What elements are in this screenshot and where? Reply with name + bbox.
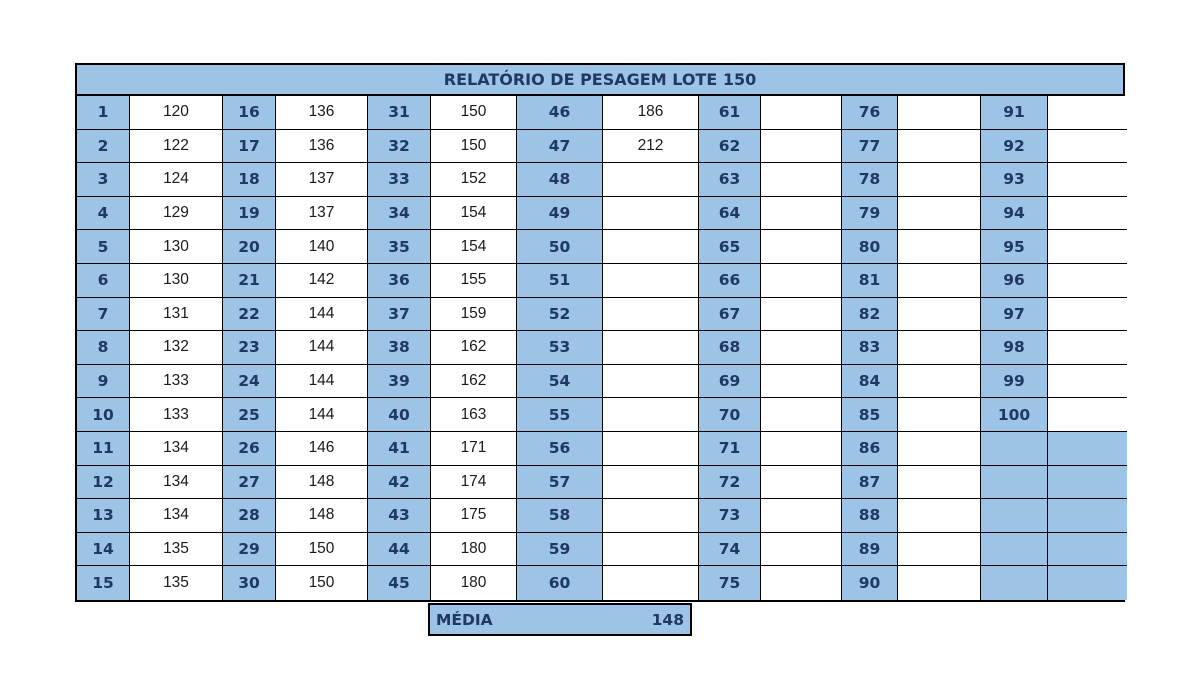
weight-value-cell — [898, 230, 981, 264]
weight-value-cell — [761, 566, 842, 600]
item-number-cell: 16 — [223, 96, 276, 130]
weight-value-cell — [898, 466, 981, 500]
weight-value-cell: 144 — [276, 298, 368, 332]
weight-value-cell — [898, 298, 981, 332]
weight-value-cell: 129 — [130, 197, 223, 231]
item-number-cell: 4 — [77, 197, 130, 231]
item-number-cell: 12 — [77, 466, 130, 500]
item-number-cell: 41 — [368, 432, 431, 466]
item-number-cell: 80 — [842, 230, 898, 264]
item-number-cell: 57 — [517, 466, 603, 500]
item-number-cell — [981, 499, 1048, 533]
weight-value-cell — [761, 331, 842, 365]
weight-value-cell — [1048, 398, 1127, 432]
weight-value-cell — [898, 533, 981, 567]
item-number-cell: 51 — [517, 264, 603, 298]
item-number-cell: 23 — [223, 331, 276, 365]
weight-value-cell — [761, 230, 842, 264]
item-number-cell: 73 — [699, 499, 761, 533]
weight-value-cell — [761, 466, 842, 500]
weight-value-cell — [1048, 365, 1127, 399]
item-number-cell: 48 — [517, 163, 603, 197]
item-number-cell: 65 — [699, 230, 761, 264]
weight-value-cell — [1048, 466, 1127, 500]
weight-value-cell: 175 — [431, 499, 517, 533]
weight-value-cell — [603, 197, 699, 231]
item-number-cell: 100 — [981, 398, 1048, 432]
item-number-cell: 29 — [223, 533, 276, 567]
weight-value-cell — [603, 499, 699, 533]
item-number-cell: 6 — [77, 264, 130, 298]
item-number-cell: 46 — [517, 96, 603, 130]
weight-value-cell — [603, 365, 699, 399]
weight-value-cell: 134 — [130, 466, 223, 500]
weight-value-cell: 144 — [276, 365, 368, 399]
item-number-cell: 69 — [699, 365, 761, 399]
item-number-cell: 85 — [842, 398, 898, 432]
weight-value-cell — [603, 432, 699, 466]
weight-value-cell: 137 — [276, 163, 368, 197]
weight-value-cell — [603, 533, 699, 567]
weight-value-cell — [1048, 197, 1127, 231]
item-number-cell: 99 — [981, 365, 1048, 399]
weight-value-cell: 154 — [431, 197, 517, 231]
weight-value-cell — [603, 398, 699, 432]
weight-value-cell: 134 — [130, 499, 223, 533]
item-number-cell: 8 — [77, 331, 130, 365]
weight-value-cell: 180 — [431, 566, 517, 600]
weight-value-cell — [761, 533, 842, 567]
item-number-cell: 27 — [223, 466, 276, 500]
item-number-cell: 84 — [842, 365, 898, 399]
item-number-cell: 60 — [517, 566, 603, 600]
report-title: RELATÓRIO DE PESAGEM LOTE 150 — [75, 63, 1125, 96]
item-number-cell: 68 — [699, 331, 761, 365]
weight-value-cell — [1048, 130, 1127, 164]
weight-value-cell — [1048, 331, 1127, 365]
weight-value-cell: 150 — [276, 533, 368, 567]
weight-value-cell — [898, 432, 981, 466]
item-number-cell: 17 — [223, 130, 276, 164]
weight-value-cell — [761, 298, 842, 332]
item-number-cell: 89 — [842, 533, 898, 567]
item-number-cell: 49 — [517, 197, 603, 231]
item-number-cell: 24 — [223, 365, 276, 399]
weight-value-cell — [898, 130, 981, 164]
weight-value-cell: 163 — [431, 398, 517, 432]
item-number-cell: 52 — [517, 298, 603, 332]
item-number-cell: 42 — [368, 466, 431, 500]
weight-value-cell — [761, 163, 842, 197]
item-number-cell: 26 — [223, 432, 276, 466]
item-number-cell: 91 — [981, 96, 1048, 130]
item-number-cell: 90 — [842, 566, 898, 600]
weight-value-cell — [898, 197, 981, 231]
item-number-cell: 95 — [981, 230, 1048, 264]
weight-value-cell: 155 — [431, 264, 517, 298]
item-number-cell: 71 — [699, 432, 761, 466]
item-number-cell: 77 — [842, 130, 898, 164]
weight-value-cell: 134 — [130, 432, 223, 466]
item-number-cell: 50 — [517, 230, 603, 264]
weight-value-cell — [603, 163, 699, 197]
weight-value-cell: 152 — [431, 163, 517, 197]
item-number-cell: 3 — [77, 163, 130, 197]
weight-value-cell — [761, 130, 842, 164]
average-label: MÉDIA — [436, 611, 493, 629]
item-number-cell: 93 — [981, 163, 1048, 197]
weight-value-cell: 150 — [431, 130, 517, 164]
weight-value-cell: 140 — [276, 230, 368, 264]
item-number-cell: 21 — [223, 264, 276, 298]
weight-value-cell: 180 — [431, 533, 517, 567]
item-number-cell: 44 — [368, 533, 431, 567]
weight-value-cell: 154 — [431, 230, 517, 264]
weight-value-cell: 144 — [276, 398, 368, 432]
item-number-cell: 61 — [699, 96, 761, 130]
item-number-cell: 1 — [77, 96, 130, 130]
weight-value-cell — [1048, 298, 1127, 332]
item-number-cell: 34 — [368, 197, 431, 231]
weight-value-cell — [1048, 264, 1127, 298]
item-number-cell: 40 — [368, 398, 431, 432]
item-number-cell: 74 — [699, 533, 761, 567]
item-number-cell: 31 — [368, 96, 431, 130]
item-number-cell: 43 — [368, 499, 431, 533]
weight-value-cell — [1048, 163, 1127, 197]
item-number-cell: 19 — [223, 197, 276, 231]
weight-value-cell: 150 — [431, 96, 517, 130]
average-value: 148 — [651, 611, 684, 629]
item-number-cell: 94 — [981, 197, 1048, 231]
item-number-cell: 56 — [517, 432, 603, 466]
weight-value-cell: 133 — [130, 398, 223, 432]
item-number-cell: 67 — [699, 298, 761, 332]
item-number-cell: 97 — [981, 298, 1048, 332]
item-number-cell: 83 — [842, 331, 898, 365]
weight-value-cell — [898, 566, 981, 600]
item-number-cell: 72 — [699, 466, 761, 500]
weight-value-cell — [603, 566, 699, 600]
weight-value-cell: 122 — [130, 130, 223, 164]
weight-value-cell: 146 — [276, 432, 368, 466]
item-number-cell: 36 — [368, 264, 431, 298]
item-number-cell: 13 — [77, 499, 130, 533]
weight-value-cell — [898, 331, 981, 365]
weight-value-cell: 212 — [603, 130, 699, 164]
weight-value-cell — [1048, 96, 1127, 130]
item-number-cell: 63 — [699, 163, 761, 197]
item-number-cell: 22 — [223, 298, 276, 332]
weight-value-cell — [898, 365, 981, 399]
weight-value-cell: 120 — [130, 96, 223, 130]
weight-value-cell: 171 — [431, 432, 517, 466]
item-number-cell: 33 — [368, 163, 431, 197]
weight-value-cell: 130 — [130, 264, 223, 298]
weight-value-cell: 132 — [130, 331, 223, 365]
item-number-cell: 7 — [77, 298, 130, 332]
weight-value-cell: 150 — [276, 566, 368, 600]
item-number-cell: 38 — [368, 331, 431, 365]
item-number-cell: 53 — [517, 331, 603, 365]
item-number-cell: 86 — [842, 432, 898, 466]
item-number-cell: 5 — [77, 230, 130, 264]
item-number-cell: 9 — [77, 365, 130, 399]
item-number-cell: 79 — [842, 197, 898, 231]
weight-value-cell — [1048, 533, 1127, 567]
item-number-cell: 81 — [842, 264, 898, 298]
weight-grid — [75, 96, 1125, 602]
weight-value-cell: 148 — [276, 499, 368, 533]
item-number-cell: 70 — [699, 398, 761, 432]
weight-value-cell — [898, 398, 981, 432]
item-number-cell: 35 — [368, 230, 431, 264]
item-number-cell: 98 — [981, 331, 1048, 365]
item-number-cell — [981, 533, 1048, 567]
item-number-cell — [981, 432, 1048, 466]
weight-value-cell — [761, 197, 842, 231]
item-number-cell: 30 — [223, 566, 276, 600]
weight-value-cell — [1048, 432, 1127, 466]
weight-value-cell: 136 — [276, 130, 368, 164]
weight-value-cell: 186 — [603, 96, 699, 130]
item-number-cell: 66 — [699, 264, 761, 298]
item-number-cell: 47 — [517, 130, 603, 164]
weight-value-cell — [898, 96, 981, 130]
weight-value-cell — [898, 264, 981, 298]
weight-value-cell: 162 — [431, 331, 517, 365]
item-number-cell: 78 — [842, 163, 898, 197]
weight-value-cell — [761, 96, 842, 130]
item-number-cell: 10 — [77, 398, 130, 432]
item-number-cell: 59 — [517, 533, 603, 567]
weight-value-cell — [898, 499, 981, 533]
weight-value-cell — [761, 499, 842, 533]
item-number-cell: 37 — [368, 298, 431, 332]
item-number-cell: 75 — [699, 566, 761, 600]
weight-value-cell: 162 — [431, 365, 517, 399]
weight-value-cell: 135 — [130, 566, 223, 600]
item-number-cell — [981, 566, 1048, 600]
item-number-cell: 58 — [517, 499, 603, 533]
item-number-cell: 20 — [223, 230, 276, 264]
weight-value-cell: 148 — [276, 466, 368, 500]
item-number-cell: 92 — [981, 130, 1048, 164]
item-number-cell: 62 — [699, 130, 761, 164]
weight-value-cell — [603, 230, 699, 264]
weight-value-cell: 142 — [276, 264, 368, 298]
item-number-cell: 11 — [77, 432, 130, 466]
item-number-cell: 76 — [842, 96, 898, 130]
item-number-cell: 14 — [77, 533, 130, 567]
weight-value-cell — [1048, 230, 1127, 264]
weight-value-cell — [1048, 566, 1127, 600]
weight-value-cell: 144 — [276, 331, 368, 365]
item-number-cell: 45 — [368, 566, 431, 600]
weight-value-cell — [603, 331, 699, 365]
weight-value-cell: 174 — [431, 466, 517, 500]
item-number-cell: 28 — [223, 499, 276, 533]
item-number-cell: 55 — [517, 398, 603, 432]
item-number-cell: 2 — [77, 130, 130, 164]
item-number-cell: 39 — [368, 365, 431, 399]
item-number-cell: 15 — [77, 566, 130, 600]
item-number-cell: 18 — [223, 163, 276, 197]
weight-value-cell — [761, 432, 842, 466]
weight-value-cell — [603, 466, 699, 500]
weight-value-cell — [761, 398, 842, 432]
item-number-cell: 32 — [368, 130, 431, 164]
item-number-cell — [981, 466, 1048, 500]
weight-value-cell — [761, 264, 842, 298]
weighing-report-table — [75, 63, 1125, 602]
item-number-cell: 54 — [517, 365, 603, 399]
weight-value-cell: 133 — [130, 365, 223, 399]
weight-value-cell: 136 — [276, 96, 368, 130]
weight-value-cell: 131 — [130, 298, 223, 332]
weight-value-cell: 124 — [130, 163, 223, 197]
weight-value-cell: 159 — [431, 298, 517, 332]
weight-value-cell — [761, 365, 842, 399]
item-number-cell: 25 — [223, 398, 276, 432]
weight-value-cell — [898, 163, 981, 197]
weight-value-cell: 135 — [130, 533, 223, 567]
weight-value-cell: 130 — [130, 230, 223, 264]
weight-value-cell: 137 — [276, 197, 368, 231]
weight-value-cell — [603, 298, 699, 332]
item-number-cell: 82 — [842, 298, 898, 332]
average-summary — [428, 603, 692, 636]
weight-value-cell — [603, 264, 699, 298]
weight-value-cell — [1048, 499, 1127, 533]
item-number-cell: 64 — [699, 197, 761, 231]
item-number-cell: 88 — [842, 499, 898, 533]
item-number-cell: 96 — [981, 264, 1048, 298]
item-number-cell: 87 — [842, 466, 898, 500]
